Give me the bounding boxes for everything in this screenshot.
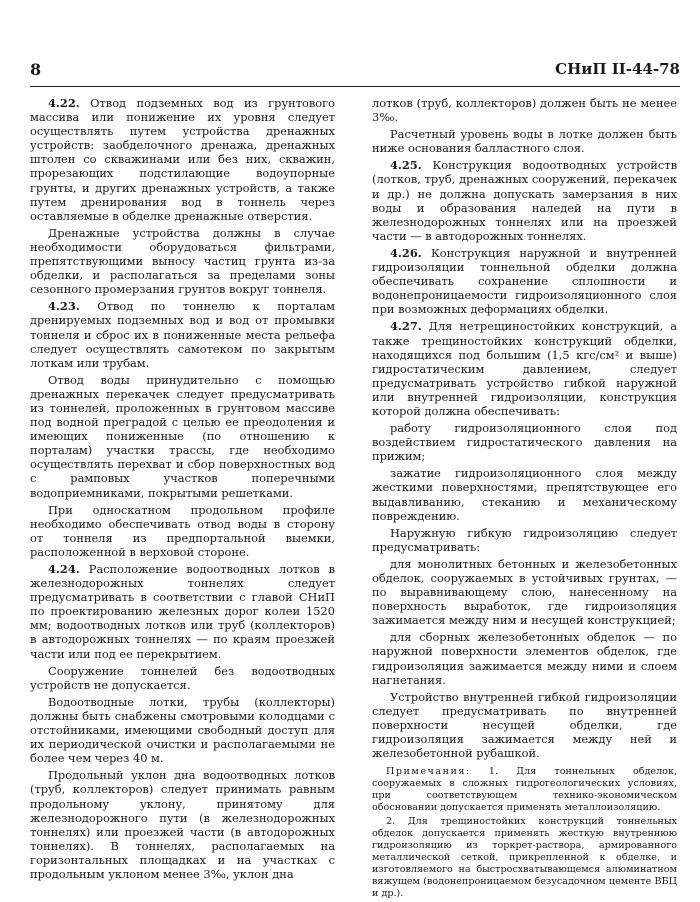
paragraph-text: Отвод подземных вод из грунтового массива или понижение их уровня следует осуществлять путем устройства дренажных устройств: заобделочного дренажа, дренажных штолен со скважинами или без них, скважин, прорезающих подстилающие водоупорные грунты, и других дренажных устройств, а также путем дренирования вод в тоннель через оставляемые в обделке дренажные отверстия. [30, 96, 335, 223]
paragraph-4-24 [30, 562, 335, 661]
paragraph-4-25 [372, 158, 677, 243]
note-2: 2. Для трещиностойких конструкций тоннельных обделок допускается применять жесткую внутреннюю гидроизоляцию из торкрет-раствора, армированного металлической сеткой, прикрепленной к обделке, и изготовляемого на быстросхватывающемся алюминатном вяжущем (водонепроницаемом безусадочном цементе ВБЦ и др.). [372, 816, 677, 900]
paragraph-4-27 [372, 319, 677, 418]
paragraph: для сборных железобетонных обделок — по наружной поверхности элементов обделок, где гидроизоляция зажимается между ними и слоем нагнетания. [372, 630, 677, 687]
paragraph: Отвод воды принудительно с помощью дренажных перекачек следует предусматривать из тоннелей, проложенных в грунтовом массиве под водной преградой с целью ее преодоления и имеющих пониженные (по отношению к порталам) участки трассы, где необходимо осуществлять перехват и сбор поверхностных вод с рамповых участков поперечными водоприемниками, покрытыми решетками. [30, 372, 335, 500]
clause-number: 4.26. [390, 245, 422, 260]
paragraph: Дренажные устройства должны в случае необходимости оборудоваться фильтрами, препятствующими выносу частиц грунта из-за обделки, и располагаться за пределами зоны сезонного промерзания грунтов вокруг тоннеля. [30, 225, 335, 297]
paragraph: Сооружение тоннелей без водоотводных устройств не допускается. [30, 663, 335, 692]
paragraph-4-26 [372, 246, 677, 316]
paragraph-text: Расположение водоотводных лотков в железнодорожных тоннелях следует предусматривать в соответствии с главой СНиП по проектированию железных дорог колеи 1520 мм; водоотводных лотков или труб (коллекторов) в автодорожных тоннелях — по краям проезжей части или под ее перекрытием. [30, 562, 336, 661]
paragraph: для монолитных бетонных и железобетонных обделок, сооружаемых в устойчивых грунтах, — по выравнивающему слою, нанесенному на поверхность выработок, где гидроизоляция зажимается между ним и несущей конструкцией; [372, 556, 677, 628]
paragraph-text: Конструкция наружной и внутренней гидроизоляции тоннельной обделки должна обеспечивать сохранение сплошности и водонепроницаемости гидроизоляционного слоя при возможных деформациях обделки. [372, 245, 677, 317]
paragraph-4-22 [30, 96, 335, 223]
paragraph-text: Для нетрещиностойких конструкций, а также трещиностойких конструкций обделки, находящихся под большим (1,5 кгс/см² и выше) гидростатическим давлением, следует предусматривать устройство гибкой наружной или внутренней гидроизоляции, конструкция которой должна обеспечивать: [372, 319, 677, 418]
paragraph: Расчетный уровень воды в лотке должен быть ниже основания балластного слоя. [372, 127, 677, 156]
right-column [372, 96, 677, 902]
header-rule [30, 86, 680, 87]
clause-number: 4.25. [390, 158, 422, 173]
paragraph: работу гидроизоляционного слоя под воздействием гидростатического давления на прижим; [372, 421, 677, 464]
clause-number: 4.23. [48, 299, 80, 314]
paragraph: зажатие гидроизоляционного слоя между жесткими поверхностями, препятствующее его выдавливанию, стеканию и механическому повреждению. [372, 466, 677, 523]
clause-number: 4.22. [48, 96, 80, 110]
paragraph: Продольный уклон дна водоотводных лотков (труб, коллекторов) следует принимать равным продольному уклону, принятому для железнодорожного пути (в железнодорожных тоннелях) или проезжей части (в автодорожных тоннелях). В тоннелях, располагаемых на горизонтальных площадках и на участках с продольным уклоном менее 3‰, уклон дна [30, 768, 335, 881]
page-number: 8 [30, 60, 42, 79]
document-code: СНиП II-44-78 [555, 60, 680, 78]
left-column [30, 96, 335, 884]
paragraph: Устройство внутренней гибкой гидроизоляции следует предусматривать по внутренней поверхности несущей обделки, где гидроизоляция зажимается между ней и железобетонной рубашкой. [372, 689, 677, 761]
clause-number: 4.27. [390, 319, 422, 334]
paragraph: Наружную гибкую гидроизоляцию следует предусматривать: [372, 525, 677, 554]
paragraph-4-23 [30, 299, 335, 369]
paragraph: Водоотводные лотки, трубы (коллекторы) должны быть снабжены смотровыми колодцами с отстойниками, имеющими свободный доступ для их периодической очистки и располагаемыми не более чем через 40 м. [30, 694, 335, 766]
notes-label: Примечания: [386, 766, 471, 778]
paragraph-text: Отвод по тоннелю к порталам дренируемых подземных вод и вод от промывки тоннеля и сброс их в пониженные места рельефа следует осуществлять самотеком по закрытым лоткам или трубам. [30, 299, 336, 370]
note-1 [372, 766, 677, 814]
paragraph: При односкатном продольном профиле необходимо обеспечивать отвод воды в сторону от тоннеля из предпортальной выемки, расположенной в верховой стороне. [30, 502, 335, 559]
clause-number: 4.24. [48, 562, 80, 576]
paragraph: лотков (труб, коллекторов) должен быть не менее 3‰. [372, 96, 677, 125]
note-text: 1. Для тоннельных обделок, сооружаемых в сложных гидрогеологических условиях, при соответствующем технико-экономическом обосновании допускается применять металлоизоляцию. [372, 766, 677, 814]
notes-block [372, 766, 677, 900]
paragraph-text: Конструкция водоотводных устройств (лотков, труб, дренажных сооружений, перекачек и др.) не должна допускать замерзания в них воды и образования наледей на пути в железнодорожных тоннелях или на проезжей части — в автодорожных тоннелях. [372, 158, 677, 243]
page-header [30, 60, 680, 84]
